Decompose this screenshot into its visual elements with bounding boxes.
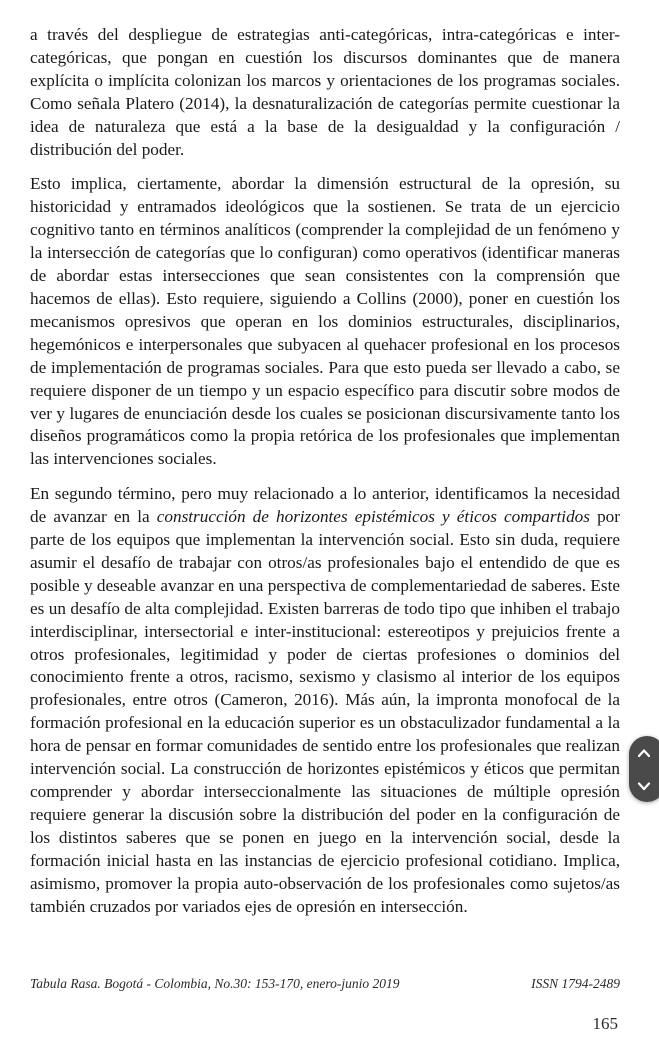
paragraph-3-text-end: por parte de los equipos que implementan la intervención social. Esto sin duda, requiere asumir el desafío de trabajar con otros/as profesionales bajo el entendido de que es posible y deseable avanzar en una perspectiva de complementariedad de saberes. Este es un desafío de alta complejidad. Existen barreras de todo tipo que inhiben el trabajo interdisciplinar, intersectorial e inter-institucional: estereotipos y prejuicios frente a otros profesionales, legitimidad y poder de ciertas profesiones o dominios del conocimiento frente a otros, racismo, sexismo y clasismo al interior de los equipos profesionales, entre otros (Cameron, 2016). Más aún, la impronta monofocal de la formación profesional en la educación superior es un obstaculizador fundamental a la hora de pensar en formar comunidades de sentido entre los profesionales que realizan intervención social. La construcción de horizontes epistémicos y éticos que permitan comprender y abordar interseccionalmente las situaciones de múltiple opresión requiere generar la discusión sobre la distribución del poder en la configuración de los distintos saberes que se ponen en juego en la intervención social, desde la formación inicial hasta en las instancias de ejercicio profesional cotidiano. Implica, asimismo, promover la propia auto-observación de los profesionales como sujetos/as también cruzados por variados ejes de opresión en intersección. (30, 507, 620, 916)
page-footer (30, 976, 620, 992)
page-number: 165 (592, 1014, 618, 1033)
paragraph-3 (30, 483, 620, 918)
paragraph-1 (30, 24, 620, 161)
journal-citation: Tabula Rasa. Bogotá - Colombia, No.30: 153-170, enero-junio 2019 (30, 976, 400, 991)
paragraph-3-italic-phrase: construcción de horizontes epistémicos y éticos compartidos (156, 507, 590, 527)
scroll-down-button[interactable] (629, 769, 659, 802)
paragraph-3-text-start: En segundo término, pero muy relacionado a lo anterior, identificamos la necesidad de avanzar en la (30, 484, 620, 527)
page-navigation-controls (629, 736, 659, 802)
chevron-up-icon (637, 746, 651, 760)
paragraph-2 (30, 173, 620, 471)
paragraph-2-text: Esto implica, ciertamente, abordar la dimensión estructural de la opresión, su historicidad y entramados ideológicos que la sostienen. Se trata de un ejercicio cognitivo tanto en términos analíticos (comprender la complejidad de un fenómeno y la intersección de categorías que lo configuran) como operativos (identificar maneras de abordar estas intersecciones que sean consistentes con la comprensión que hacemos de ellas). Esto requiere, siguiendo a Collins (2000), poner en cuestión los mecanismos opresivos que operan en los dominios estructurales, disciplinarios, hegemónicos e interpersonales que subyacen al quehacer profesional en los procesos de implementación de programas sociales. Para que esto pueda ser llevado a cabo, se requiere disponer de un tiempo y un espacio específico para discutir sobre modos de ver y lugares de enunciación desde los cuales se posicionan discursivamente tanto los diseños programáticos como la propia retórica de los profesionales que implementan las intervenciones sociales. (30, 174, 620, 469)
chevron-down-icon (637, 779, 651, 793)
issn: ISSN 1794-2489 (531, 976, 620, 991)
scroll-up-button[interactable] (629, 736, 659, 769)
paragraph-1-text: a través del despliegue de estrategias anti-categóricas, intra-categóricas e inter-categóricas, que pongan en cuestión los discursos dominantes que de manera explícita o implícita colonizan los marcos y orientaciones de los programas sociales. Como señala Platero (2014), la desnaturalización de categorías permite cuestionar la idea de naturaleza que está a la base de la desigualdad y la configuración / distribución del poder. (30, 25, 620, 159)
page-body (30, 24, 620, 918)
